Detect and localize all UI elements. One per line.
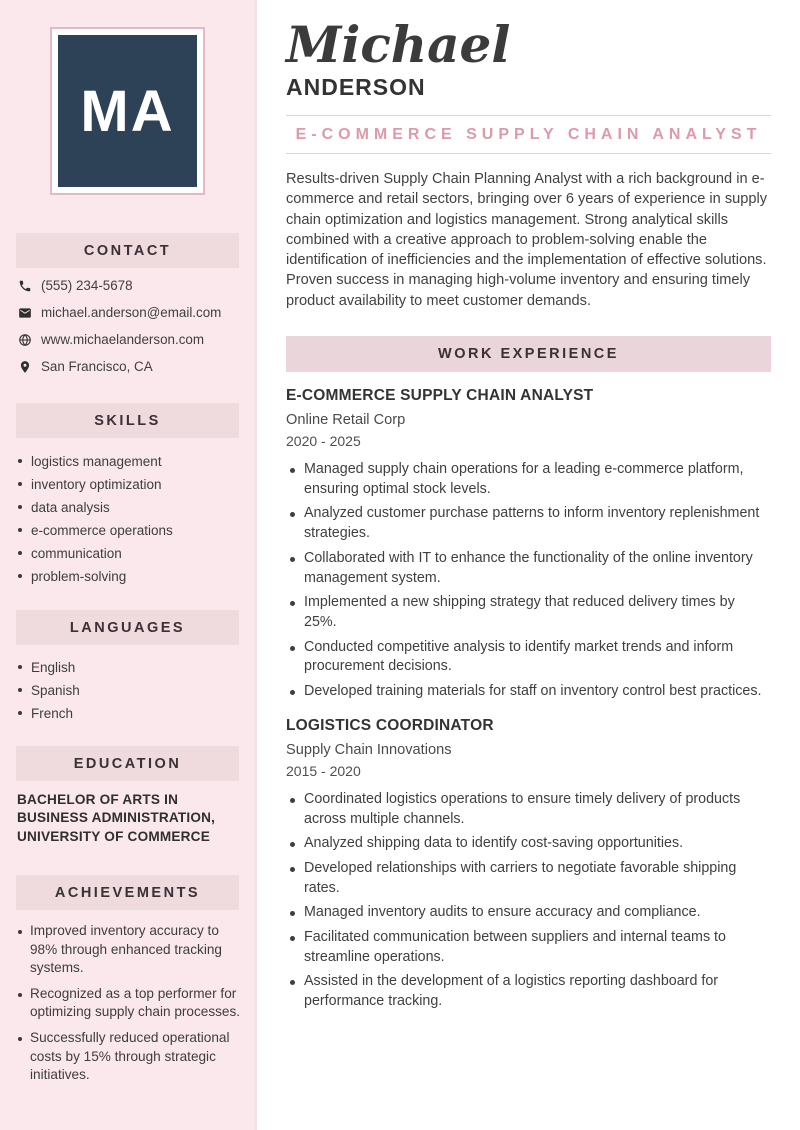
achievement-item: Successfully reduced operational costs by 15% through strategic initiatives. xyxy=(18,1029,248,1085)
professional-summary: Results-driven Supply Chain Planning Analyst with a rich background in e-commerce and retail sectors, bringing over 6 years of experience in supply chain optimization and logistics management. Strong analytical skills combined with a creative approach to problem-solving enable the identification of inefficiencies and the implementation of effective solutions. Proven success in managing high-volume inventory and ensuring timely product availability to meet customer demands. xyxy=(286,171,768,309)
job-bullet: Assisted in the development of a logistics reporting dashboard for performance tracking. xyxy=(286,972,771,1011)
skill-item: communication xyxy=(18,542,173,565)
skill-item: data analysis xyxy=(18,496,173,519)
education-heading-label: EDUCATION xyxy=(73,755,182,772)
profile-photo-frame xyxy=(50,27,205,195)
job-bullet: Developed training materials for staff on inventory control best practices. xyxy=(286,682,771,702)
main-column xyxy=(260,0,800,1130)
achievements-heading-label: ACHIEVEMENTS xyxy=(54,884,201,901)
achievements-list xyxy=(18,922,248,1092)
contact-heading-label: CONTACT xyxy=(83,242,172,259)
skill-item: logistics management xyxy=(18,450,173,473)
language-item: Spanish xyxy=(18,679,80,702)
achievement-item: Improved inventory accuracy to 98% through enhanced tracking systems. xyxy=(18,922,248,978)
location-pin-icon xyxy=(18,360,32,374)
phone-icon xyxy=(18,279,32,293)
first-name: Michael xyxy=(286,15,511,74)
job-company: Online Retail Corp xyxy=(286,412,406,429)
contact-section-heading xyxy=(16,233,239,268)
languages-section-heading xyxy=(16,610,239,645)
email-icon xyxy=(18,306,32,320)
role-title: E-COMMERCE SUPPLY CHAIN ANALYST xyxy=(295,126,762,143)
contact-location-row xyxy=(18,353,246,380)
work-experience-heading xyxy=(286,336,771,372)
job-title: E-COMMERCE SUPPLY CHAIN ANALYST xyxy=(286,387,594,405)
contact-website-row xyxy=(18,326,246,353)
job-bullet: Developed relationships with carriers to negotiate favorable shipping rates. xyxy=(286,859,771,898)
job-entry-1 xyxy=(286,387,771,702)
job-bullet: Implemented a new shipping strategy that reduced delivery times by 25%. xyxy=(286,593,771,632)
contact-location: San Francisco, CA xyxy=(41,359,153,374)
job-bullet: Managed inventory audits to ensure accuracy and compliance. xyxy=(286,903,771,923)
job-title: LOGISTICS COORDINATOR xyxy=(286,716,494,734)
job-entry-2 xyxy=(286,717,771,1012)
work-experience-label: WORK EXPERIENCE xyxy=(438,346,619,363)
job-dates: 2015 - 2020 xyxy=(286,762,361,779)
contact-email-row xyxy=(18,299,246,326)
education-section-heading xyxy=(16,746,239,781)
job-dates: 2020 - 2025 xyxy=(286,433,361,450)
job-bullet: Analyzed shipping data to identify cost-saving opportunities. xyxy=(286,834,771,854)
skill-item: e-commerce operations xyxy=(18,519,173,542)
job-bullet: Analyzed customer purchase patterns to inform inventory replenishment strategies. xyxy=(286,504,771,543)
skills-section-heading xyxy=(16,403,239,438)
languages-heading-label: LANGUAGES xyxy=(69,619,186,636)
job-bullet-list xyxy=(286,790,771,1012)
skill-item: inventory optimization xyxy=(18,473,173,496)
achievements-section-heading xyxy=(16,875,239,910)
skills-list xyxy=(18,450,173,588)
job-bullet: Managed supply chain operations for a leading e-commerce platform, ensuring optimal stock levels. xyxy=(286,460,771,499)
job-bullet: Collaborated with IT to enhance the functionality of the online inventory management system. xyxy=(286,549,771,588)
monogram-initials: MA xyxy=(58,35,197,187)
skill-item: problem-solving xyxy=(18,565,173,588)
contact-phone: (555) 234-5678 xyxy=(41,278,133,293)
job-bullet-list xyxy=(286,460,771,702)
job-bullet: Conducted competitive analysis to identify market trends and inform procurement decisions. xyxy=(286,638,771,677)
contact-list xyxy=(18,272,246,380)
contact-phone-row xyxy=(18,272,246,299)
job-bullet: Coordinated logistics operations to ensure timely delivery of products across multiple channels. xyxy=(286,790,771,829)
contact-email: michael.anderson@email.com xyxy=(41,305,222,320)
languages-list xyxy=(18,656,80,725)
job-bullet: Facilitated communication between suppliers and internal teams to streamline operations. xyxy=(286,928,771,967)
globe-icon xyxy=(18,333,32,347)
sidebar xyxy=(0,0,257,1130)
language-item: English xyxy=(18,656,80,679)
achievement-item: Recognized as a top performer for optimizing supply chain processes. xyxy=(18,985,248,1022)
language-item: French xyxy=(18,702,80,725)
job-company: Supply Chain Innovations xyxy=(286,741,452,758)
last-name: ANDERSON xyxy=(286,74,426,100)
divider-bottom xyxy=(286,153,771,154)
skills-heading-label: SKILLS xyxy=(94,412,161,429)
education-degree: BACHELOR OF ARTS IN BUSINESS ADMINISTRATION, UNIVERSITY OF COMMERCE xyxy=(17,792,216,844)
contact-website: www.michaelanderson.com xyxy=(41,332,204,347)
